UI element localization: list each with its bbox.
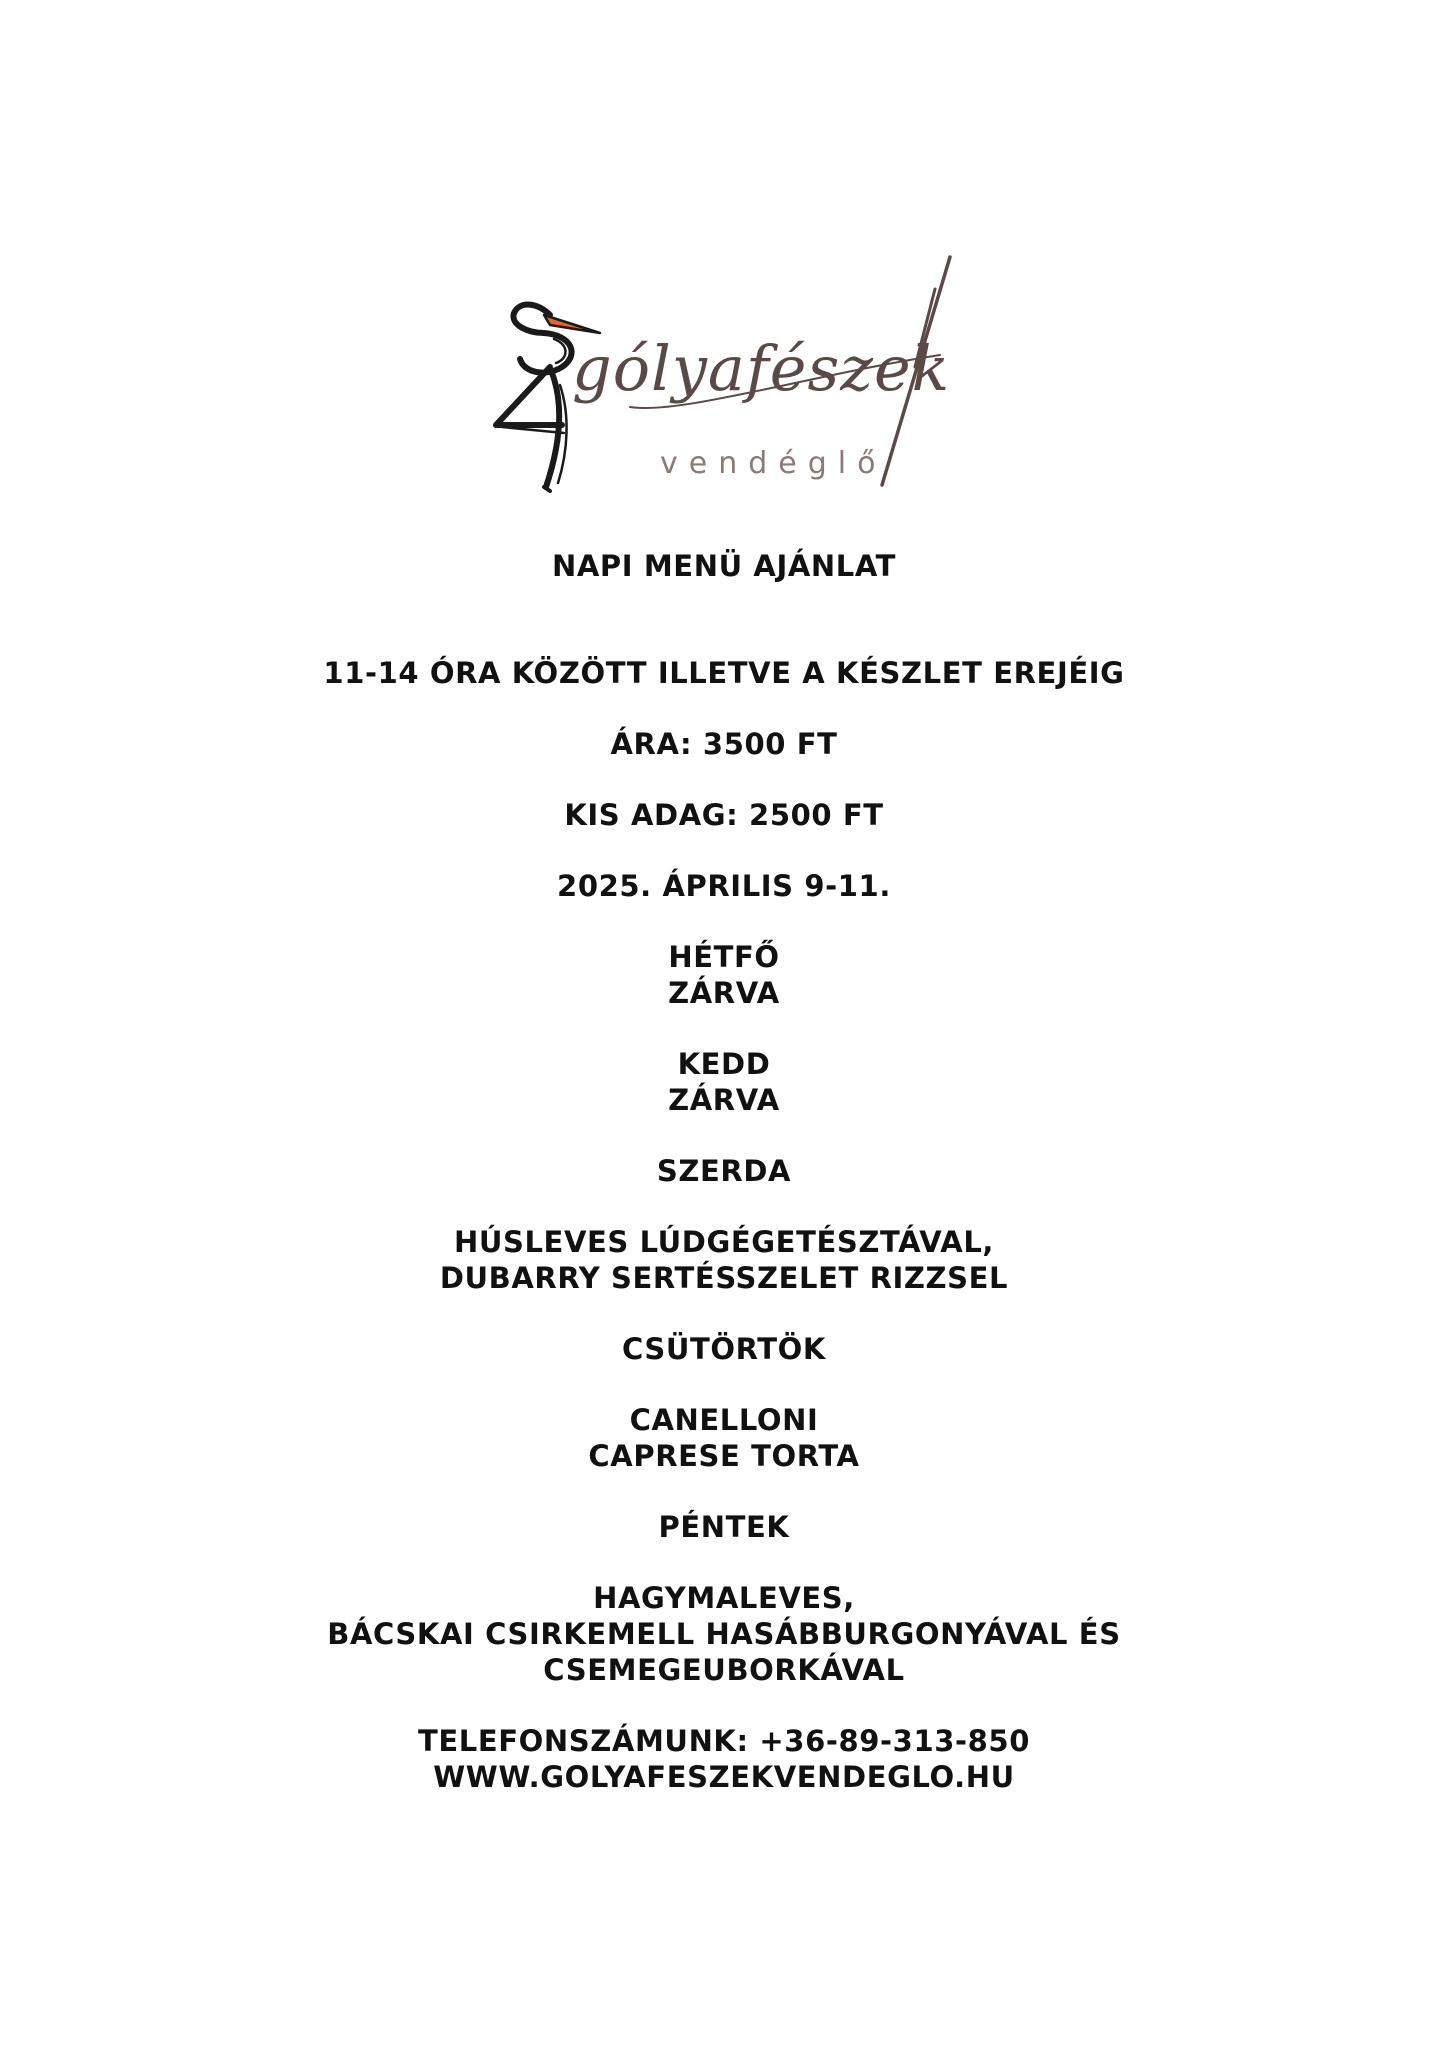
phone-number: TELEFONSZÁMUNK: +36-89-313-850: [417, 1724, 1030, 1758]
day-name: PÉNTEK: [658, 1510, 790, 1544]
day-dish: CSEMEGEUBORKÁVAL: [543, 1653, 905, 1687]
menu-price: ÁRA: 3500 FT: [610, 727, 838, 761]
website-url: WWW.GOLYAFESZEKVENDEGLO.HU: [433, 1760, 1015, 1794]
day-name: KEDD: [677, 1047, 771, 1081]
day-dish: HAGYMALEVES,: [593, 1581, 855, 1615]
day-dish: HÚSLEVES LÚDGÉGETÉSZTÁVAL,: [453, 1225, 995, 1259]
day-name: HÉTFŐ: [668, 940, 780, 974]
day-name: SZERDA: [656, 1154, 792, 1188]
day-dish: BÁCSKAI CSIRKEMELL HASÁBBURGONYÁVAL ÉS: [327, 1617, 1121, 1651]
small-portion-price: KIS ADAG: 2500 FT: [564, 798, 884, 832]
golyafeszek-logo: [480, 255, 1000, 505]
day-dish: CAPRESE TORTA: [588, 1439, 860, 1473]
day-dish: ZÁRVA: [668, 1083, 780, 1117]
logo-brand-word: gólyafészek: [572, 332, 951, 405]
menu-dates: 2025. ÁPRILIS 9-11.: [557, 869, 891, 903]
day-name: CSÜTÖRTÖK: [621, 1332, 827, 1366]
menu-heading: NAPI MENÜ AJÁNLAT: [551, 549, 897, 583]
day-dish: DUBARRY SERTÉSSZELET RIZZSEL: [439, 1261, 1009, 1295]
day-dish: ZÁRVA: [668, 976, 780, 1010]
logo-sub-word: vendéglő: [660, 446, 887, 481]
serving-hours: 11-14 ÓRA KÖZÖTT ILLETVE A KÉSZLET EREJÉIG: [323, 656, 1125, 690]
day-dish: CANELLONI: [629, 1403, 819, 1437]
